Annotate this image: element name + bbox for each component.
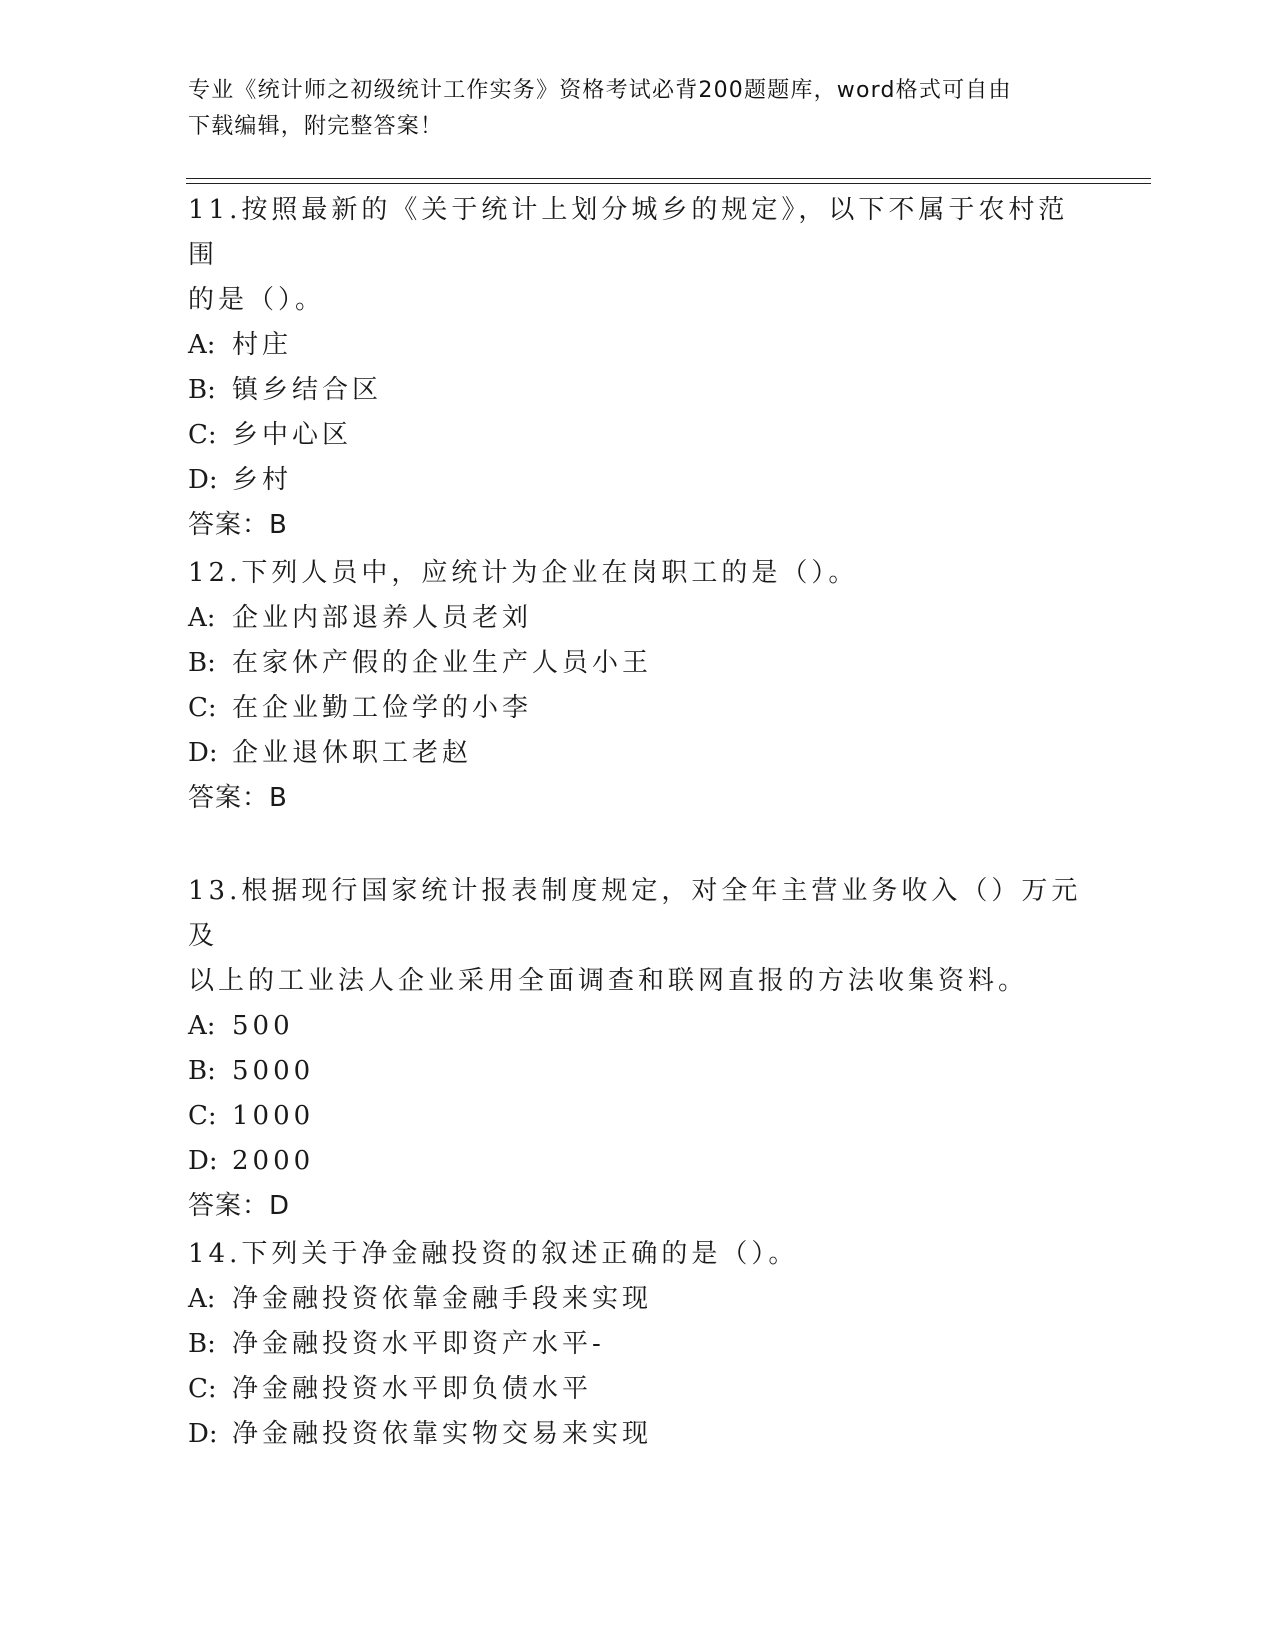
option-text: 在企业勤工俭学的小李	[232, 693, 533, 723]
question-stem-continued: 的是（）。	[188, 285, 326, 315]
question-14	[188, 1232, 1088, 1457]
option-b	[188, 1049, 1088, 1094]
option-text: 净金融投资水平即负债水平	[232, 1374, 593, 1404]
option-d	[188, 458, 1088, 503]
document-header	[188, 73, 1068, 145]
option-text: 净金融投资水平即资产水平-	[232, 1329, 605, 1359]
option-a	[188, 1004, 1088, 1049]
question-11	[188, 188, 1088, 548]
question-stem-continued: 以上的工业法人企业采用全面调查和联网直报的方法收集资料。	[188, 966, 1029, 996]
option-text: 1000	[232, 1101, 315, 1131]
header-divider-top	[186, 178, 1151, 179]
option-a	[188, 1277, 1088, 1322]
option-c	[188, 1094, 1088, 1139]
question-stem: 12.下列人员中，应统计为企业在岗职工的是（）。	[188, 558, 859, 588]
question-stem: 14.下列关于净金融投资的叙述正确的是（）。	[188, 1239, 799, 1269]
option-text: 乡村	[232, 465, 293, 495]
option-key: D:	[188, 465, 218, 495]
option-key: D:	[188, 1146, 218, 1176]
option-key: C:	[188, 420, 217, 450]
option-key: A:	[188, 1284, 216, 1314]
option-text: 净金融投资依靠金融手段来实现	[232, 1284, 653, 1314]
option-text: 乡中心区	[232, 420, 353, 450]
option-text: 2000	[232, 1146, 315, 1176]
option-text: 在家休产假的企业生产人员小王	[232, 648, 653, 678]
header-divider-bottom	[186, 183, 1151, 184]
option-key: B:	[188, 648, 216, 678]
answer: 答案：D	[188, 1191, 291, 1221]
answer: 答案：B	[188, 783, 288, 813]
option-text: 企业内部退养人员老刘	[232, 603, 533, 633]
option-key: B:	[188, 375, 216, 405]
option-text: 净金融投资依靠实物交易来实现	[232, 1419, 653, 1449]
option-key: A:	[188, 1011, 216, 1041]
header-line-1: 专业《统计师之初级统计工作实务》资格考试必背200题题库，word格式可自由	[188, 78, 1012, 103]
option-key: C:	[188, 1101, 217, 1131]
question-12	[188, 551, 1088, 821]
option-d	[188, 1139, 1088, 1184]
answer: 答案：B	[188, 510, 288, 540]
option-key: B:	[188, 1056, 216, 1086]
question-stem: 13.根据现行国家统计报表制度规定，对全年主营业务收入（）万元及	[188, 876, 1082, 951]
option-key: A:	[188, 330, 216, 360]
option-key: A:	[188, 603, 216, 633]
option-a	[188, 596, 1088, 641]
option-b	[188, 641, 1088, 686]
option-b	[188, 1322, 1088, 1367]
question-13	[188, 869, 1088, 1229]
option-b	[188, 368, 1088, 413]
option-text: 镇乡结合区	[232, 375, 383, 405]
option-c	[188, 686, 1088, 731]
option-d	[188, 1412, 1088, 1457]
option-text: 企业退休职工老赵	[232, 738, 473, 768]
option-key: D:	[188, 738, 218, 768]
option-key: D:	[188, 1419, 218, 1449]
option-a	[188, 323, 1088, 368]
option-c	[188, 1367, 1088, 1412]
option-key: C:	[188, 1374, 217, 1404]
option-text: 500	[232, 1011, 294, 1041]
option-text: 村庄	[232, 330, 293, 360]
option-text: 5000	[232, 1056, 315, 1086]
option-key: C:	[188, 693, 217, 723]
header-line-2: 下载编辑，附完整答案！	[188, 114, 444, 139]
option-c	[188, 413, 1088, 458]
option-d	[188, 731, 1088, 776]
option-key: B:	[188, 1329, 216, 1359]
question-stem: 11.按照最新的《关于统计上划分城乡的规定》，以下不属于农村范围	[188, 195, 1069, 270]
